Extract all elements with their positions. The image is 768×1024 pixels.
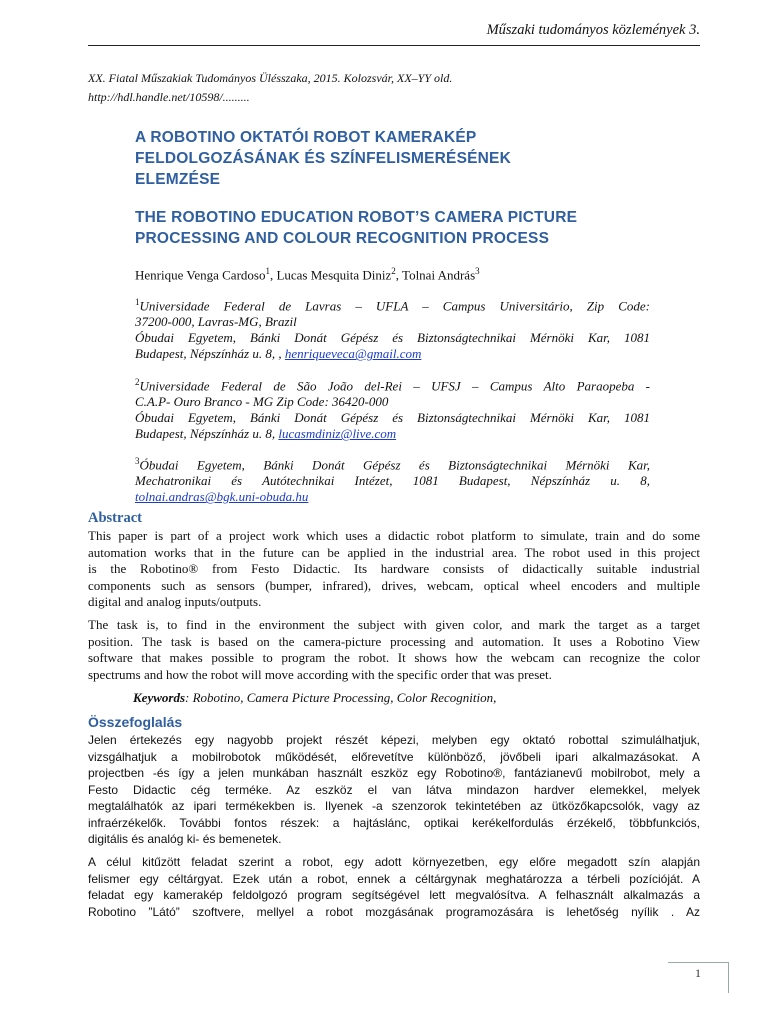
author-name: Henrique Venga Cardoso (135, 267, 266, 283)
title-english (135, 207, 695, 249)
affil-line: Budapest, Népszínház u. 8, , (135, 346, 285, 362)
title-hu-line: FELDOLGOZÁSÁNAK ÉS SZÍNFELISMERÉSÉNEK (135, 150, 511, 167)
keywords (133, 690, 496, 706)
header-rule (88, 45, 700, 46)
affil-line: C.A.P- Ouro Branco - MG Zip Code: 36420-000 (135, 394, 389, 410)
text-line: This paper is part of a project work which uses a didactic robot platform to simulate, train and do some (88, 528, 700, 543)
text-line: megtalálhatók az ipari termékekben is. Ilyenek -a szenzorok tekintetében az ütközőkapcsolók, vagy az (88, 799, 700, 813)
text-line: infraérzékelők. További fontos részek: a hajtáslánc, optikai kerékelfordulás érzékelő, többfunkciós, (88, 815, 700, 830)
title-en-line: PROCESSING AND COLOUR RECOGNITION PROCESS (135, 230, 550, 247)
author-name: , Tolnai András (395, 267, 476, 283)
affil-mark: 3 (135, 456, 140, 466)
author-list (135, 266, 480, 283)
text-line: felismer egy céltárgyat. Ezek után a robot, ennek a céltárgynak meghatározza a térbeli pozícióját. A (88, 871, 700, 886)
title-hu-line: ELEMZÉSE (135, 171, 221, 188)
author-name: , Lucas Mesquita Diniz (269, 267, 392, 283)
title-hungarian (135, 127, 695, 190)
keywords-text: : Robotino, Camera Picture Processing, Color Recognition, (185, 690, 497, 705)
title-hu-line: A ROBOTINO OKTATÓI ROBOT KAMERAKÉP (135, 129, 477, 146)
text-line: projectben -és így a jelen munkában használt eszköz egy Robotino®, fantázianevű mobilrobot, mely a (88, 766, 700, 780)
text-line: Robotino ”Látó” szoftvere, mellyel a robot mozgásának programozására is lehetőség nyílik . Az (88, 904, 700, 919)
affil-line: Universidade Federal de Lavras – UFLA – Campus Universitário, Zip Code: (139, 298, 650, 314)
osszefoglalas-heading: Összefoglalás (88, 714, 183, 730)
text-line: Festo Didactic cég terméke. Az eszköz el van látva mindazon hardver elemekkel, melyek (88, 782, 700, 797)
keywords-label: Keywords (133, 690, 185, 705)
affil-line: Óbudai Egyetem, Bánki Donát Gépész és Biztonságtechnikai Mérnöki Kar, 1081 (135, 410, 650, 426)
text-line: The task is, to find in the environment the subject with given color, and mark the target as a target (88, 617, 700, 632)
text-line: software that makes possible to program the robot. It shows how the webcam can recognize the color (88, 650, 700, 665)
affil-mark: 1 (135, 297, 140, 307)
text-line: is the Robotino® from Festo Didactic. Its hardware consists of didactically suitable industrial (88, 561, 700, 576)
text-line: spectrums and how the robot will move according with the specific order that was preset. (88, 666, 552, 682)
abstract-paragraph-2 (88, 617, 700, 683)
affiliation-2 (135, 374, 650, 442)
text-line: feladat egy kamerakép feldolgozó program segítségével lett megvalósítva. A felhasznált alkalmazás a (88, 888, 700, 902)
page-number: 1 (695, 966, 701, 980)
author-affil-mark: 3 (475, 266, 480, 276)
citation-line-1: XX. Fiatal Műszakiak Tudományos Ülésszaka, 2015. Kolozsvár, XX–YY old. (88, 71, 453, 85)
affil-line: Universidade Federal de São João del-Rei – UFSJ – Campus Alto Paraopeba - (139, 378, 650, 394)
affil-line: Óbudai Egyetem, Bánki Donát Gépész és Biztonságtechnikai Mérnöki Kar, 1081 (135, 330, 650, 346)
text-line: Jelen értekezés egy nagyobb projekt részét képezi, melyben egy oktató robottal szimulálhatjuk, (88, 733, 700, 747)
osszefoglalas-paragraph-1 (88, 732, 700, 848)
text-line: position. The task is based on the camera-picture processing and automation. It uses a Robotino View (88, 633, 700, 649)
text-line: components such as sensors (bumper, infrared), drives, webcam, optical wheel encoders and multiple (88, 577, 700, 593)
abstract-paragraph-1 (88, 528, 700, 611)
text-line: digital and analog inputs/outputs. (88, 594, 262, 609)
affil-line: Mechatronikai és Autótechnikai Intézet, 1081 Budapest, Népszínház u. 8, (135, 473, 650, 489)
email-link[interactable]: lucasmdiniz@live.com (278, 426, 397, 442)
affil-line: 37200-000, Lavras-MG, Brazil (135, 314, 297, 330)
affil-line: Budapest, Népszínház u. 8, (135, 426, 279, 442)
text-line: vizsgálhatjuk a mobilrobotok működését, előrevetítve különböző, jövőbeli ipari alkalmazásokat. A (88, 749, 700, 764)
text-line: A célul kitűzött feladat szerint a robot, egy adott környezetben, egy előre megadott szín alapján (88, 855, 700, 869)
affiliation-1 (135, 294, 650, 362)
osszefoglalas-paragraph-2 (88, 854, 700, 920)
citation-line-2[interactable]: http://hdl.handle.net/10598/......... (88, 90, 250, 104)
affiliation-3 (135, 453, 650, 505)
text-line: digitális és analóg ki- és bemenetek. (88, 832, 282, 846)
email-link[interactable]: tolnai.andras@bgk.uni-obuda.hu (135, 489, 309, 505)
text-line: automation works that in the future can be applied in the industrial area. The robot used in this project (88, 544, 700, 560)
email-link[interactable]: henriqueveca@gmail.com (284, 346, 422, 362)
title-en-line: THE ROBOTINO EDUCATION ROBOT’S CAMERA PICTURE (135, 209, 578, 226)
affil-line: Óbudai Egyetem, Bánki Donát Gépész és Biztonságtechnikai Mérnöki Kar, (139, 457, 650, 473)
author-affil-mark: 2 (391, 266, 396, 276)
affil-mark: 2 (135, 377, 140, 387)
abstract-heading: Abstract (88, 510, 142, 526)
author-affil-mark: 1 (265, 266, 270, 276)
running-title: Műszaki tudományos közlemények 3. (486, 22, 700, 38)
